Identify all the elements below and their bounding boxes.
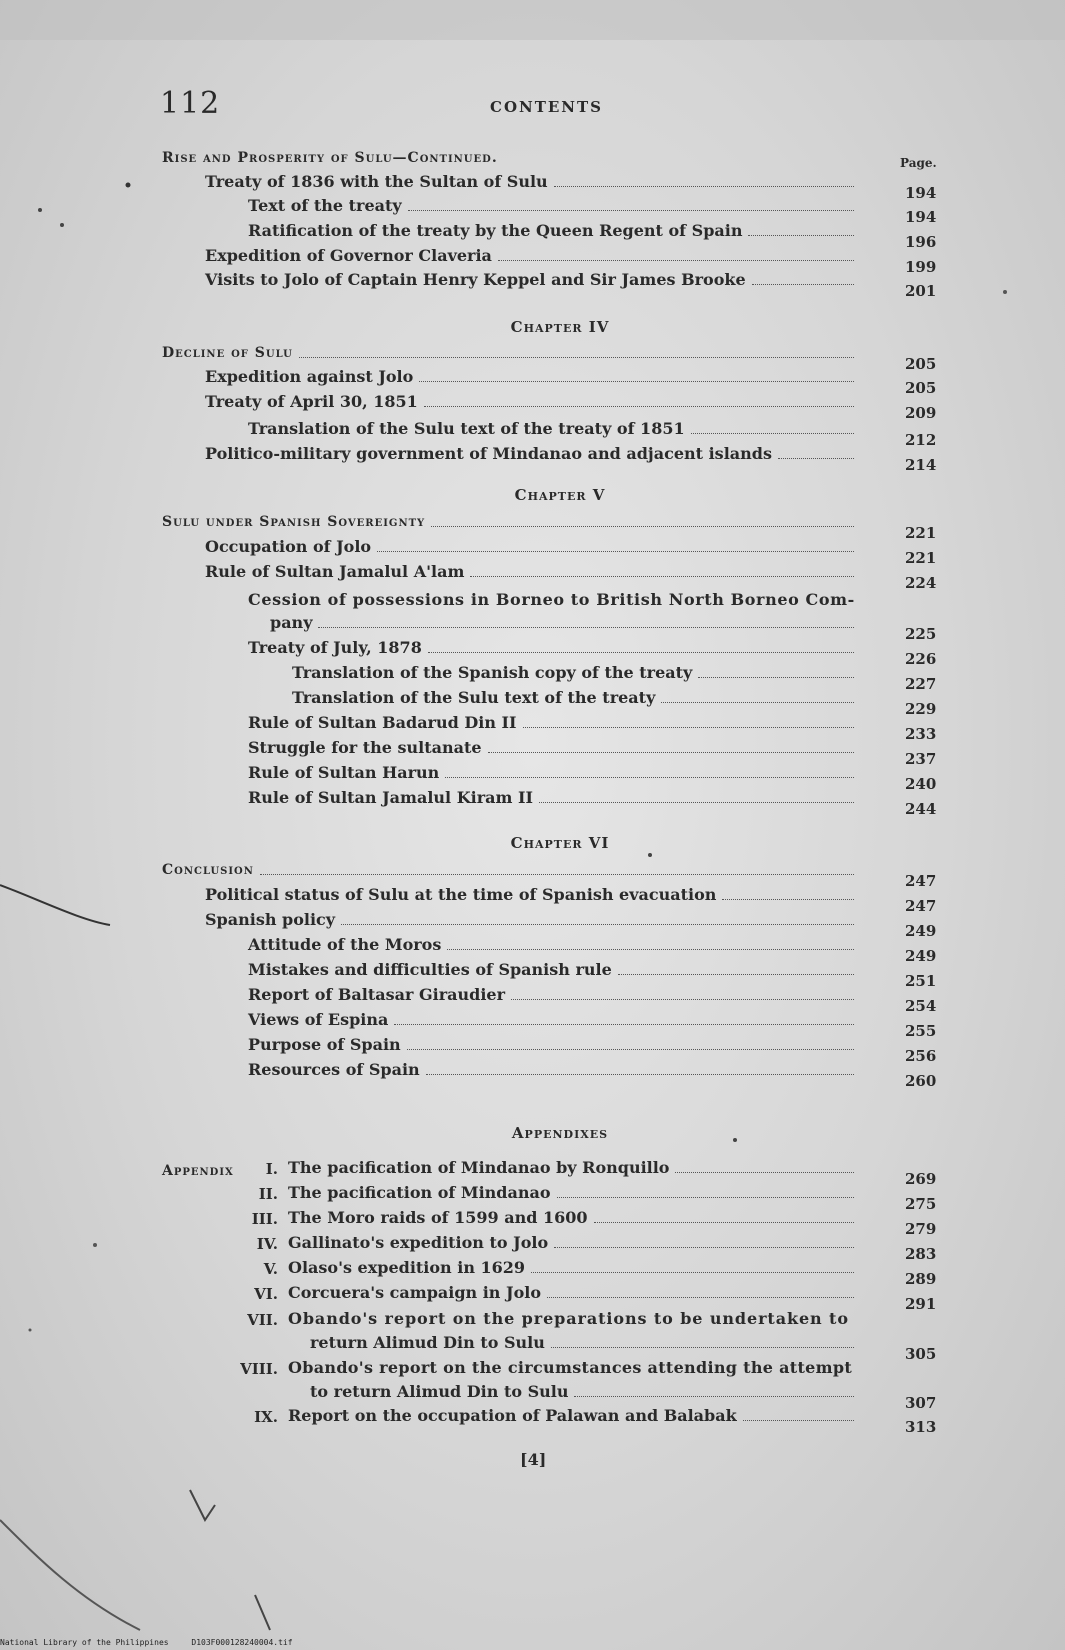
toc-page-number: 279 — [905, 1220, 937, 1238]
toc-page-number: 305 — [905, 1345, 937, 1363]
toc-entry: Rule of Sultan Jamalul A'lam — [205, 562, 860, 582]
toc-entry: Struggle for the sultanate — [248, 738, 860, 758]
toc-page-number: 227 — [905, 675, 937, 693]
appendix-numeral: I. — [265, 1160, 278, 1178]
toc-entry: Ratification of the treaty by the Queen Regent of Spain — [248, 221, 860, 241]
page-footer-mark: [4] — [520, 1450, 547, 1469]
toc-entry: Report of Baltasar Giraudier — [248, 985, 860, 1005]
toc-page-number: 201 — [905, 282, 937, 300]
toc-page-number: 233 — [905, 725, 937, 743]
running-head: CONTENTS — [490, 98, 604, 116]
toc-page-number: 251 — [905, 972, 937, 990]
toc-entry: Political status of Sulu at the time of Spanish evacuation — [205, 885, 860, 905]
toc-entry: Treaty of July, 1878 — [248, 638, 860, 658]
toc-page-number: 226 — [905, 650, 937, 668]
chapter-heading: Chapter VI — [510, 834, 610, 852]
toc-entry-wrapped: Obando's report on the preparations to be undertaken to — [288, 1309, 849, 1328]
toc-entry: Translation of the Sulu text of the treaty — [292, 688, 860, 708]
toc-page-number: 221 — [905, 549, 937, 567]
toc-page-number: 212 — [905, 431, 937, 449]
appendixes-heading: Appendixes — [511, 1124, 609, 1142]
toc-entry: Corcuera's campaign in Jolo — [288, 1283, 860, 1303]
toc-page-number: 289 — [905, 1270, 937, 1288]
appendix-numeral: VII. — [247, 1311, 278, 1329]
toc-entry: Sulu under Spanish Sovereignty — [162, 512, 860, 532]
toc-page-number: 249 — [905, 947, 937, 965]
toc-page-number: 229 — [905, 700, 937, 718]
appendix-numeral: III. — [251, 1210, 278, 1228]
toc-page-number: 291 — [905, 1295, 937, 1313]
toc-entry: Attitude of the Moros — [248, 935, 860, 955]
toc-entry-wrapped: Obando's report on the circumstances attending the attempt — [288, 1358, 853, 1377]
scan-library: National Library of the Philippines — [0, 1638, 169, 1647]
toc-page-number: 205 — [905, 379, 937, 397]
toc-page-number: 214 — [905, 456, 937, 474]
toc-entry: Expedition against Jolo — [205, 367, 860, 387]
toc-entry: return Alimud Din to Sulu — [310, 1333, 860, 1353]
scan-credit — [0, 1638, 311, 1647]
toc-page-number: 209 — [905, 404, 937, 422]
toc-page-number: 313 — [905, 1418, 937, 1436]
toc-entry: The Moro raids of 1599 and 1600 — [288, 1208, 860, 1228]
toc-entry: Spanish policy — [205, 910, 860, 930]
appendix-numeral: V. — [263, 1260, 278, 1278]
toc-page-number: 269 — [905, 1170, 937, 1188]
toc-page-number: 240 — [905, 775, 937, 793]
chapter-heading: Chapter V — [514, 486, 606, 504]
toc-entry: Translation of the Spanish copy of the treaty — [292, 663, 860, 683]
appendix-numeral: IX. — [254, 1408, 278, 1426]
appendix-numeral: IV. — [256, 1235, 278, 1253]
toc-entry: Decline of Sulu — [162, 343, 860, 363]
toc-entry: Conclusion — [162, 860, 860, 880]
toc-entry: Gallinato's expedition to Jolo — [288, 1233, 860, 1253]
toc-entry: Expedition of Governor Claveria — [205, 246, 860, 266]
toc-page-number: 237 — [905, 750, 937, 768]
toc-entry: Mistakes and difficulties of Spanish rule — [248, 960, 860, 980]
appendix-lead: Appendix — [162, 1163, 234, 1179]
toc-entry: Politico-military government of Mindanao and adjacent islands — [205, 444, 860, 464]
toc-entry: Treaty of 1836 with the Sultan of Sulu — [205, 172, 860, 192]
toc-page-number: 194 — [905, 184, 937, 202]
toc-entry: Treaty of April 30, 1851 — [205, 392, 860, 412]
chapter-heading: Chapter IV — [510, 318, 610, 336]
toc-entry: Rule of Sultan Harun — [248, 763, 860, 783]
toc-entry: Rule of Sultan Badarud Din II — [248, 713, 860, 733]
toc-entry: Views of Espina — [248, 1010, 860, 1030]
toc-page-number: 249 — [905, 922, 937, 940]
toc-entry: Occupation of Jolo — [205, 537, 860, 557]
toc-entry: Text of the treaty — [248, 196, 860, 216]
toc-page-number: 196 — [905, 233, 937, 251]
toc-page-number: 205 — [905, 355, 937, 373]
toc-page-number: 247 — [905, 872, 937, 890]
toc-entry: Resources of Spain — [248, 1060, 860, 1080]
toc-page-number: 221 — [905, 524, 937, 542]
toc-page-number: 255 — [905, 1022, 937, 1040]
toc-page-number: 199 — [905, 258, 937, 276]
page-number: 112 — [160, 86, 221, 121]
toc-entry: Visits to Jolo of Captain Henry Keppel and Sir James Brooke — [205, 270, 860, 290]
toc-page-number: 244 — [905, 800, 937, 818]
toc-page-number: 307 — [905, 1394, 937, 1412]
section-heading: Rise and Prosperity of Sulu—Continued. — [162, 150, 498, 166]
appendix-numeral: VIII. — [240, 1360, 278, 1378]
toc-page-number: 256 — [905, 1047, 937, 1065]
toc-entry: pany — [270, 613, 860, 633]
toc-page-number: 194 — [905, 208, 937, 226]
toc-page-number: 283 — [905, 1245, 937, 1263]
toc-entry: Rule of Sultan Jamalul Kiram II — [248, 788, 860, 808]
appendix-numeral: VI. — [254, 1285, 278, 1303]
toc-page-number: 225 — [905, 625, 937, 643]
scan-file: D103F000128240004.tif — [191, 1638, 293, 1647]
appendix-numeral: II. — [258, 1185, 278, 1203]
toc-page-number: 247 — [905, 897, 937, 915]
toc-entry-wrapped: Cession of possessions in Borneo to British North Borneo Com- — [248, 590, 855, 609]
toc-entry: The pacification of Mindanao — [288, 1183, 860, 1203]
toc-page-number: 275 — [905, 1195, 937, 1213]
toc-entry: The pacification of Mindanao by Ronquillo — [288, 1158, 860, 1178]
toc-entry: Report on the occupation of Palawan and Balabak — [288, 1406, 860, 1426]
toc-page-number: 224 — [905, 574, 937, 592]
toc-page-number: 260 — [905, 1072, 937, 1090]
toc-page-number: 254 — [905, 997, 937, 1015]
page-column-label: Page. — [900, 156, 937, 170]
toc-entry: Olaso's expedition in 1629 — [288, 1258, 860, 1278]
toc-entry: to return Alimud Din to Sulu — [310, 1382, 860, 1402]
toc-entry: Purpose of Spain — [248, 1035, 860, 1055]
toc-entry: Translation of the Sulu text of the treaty of 1851 — [248, 419, 860, 439]
